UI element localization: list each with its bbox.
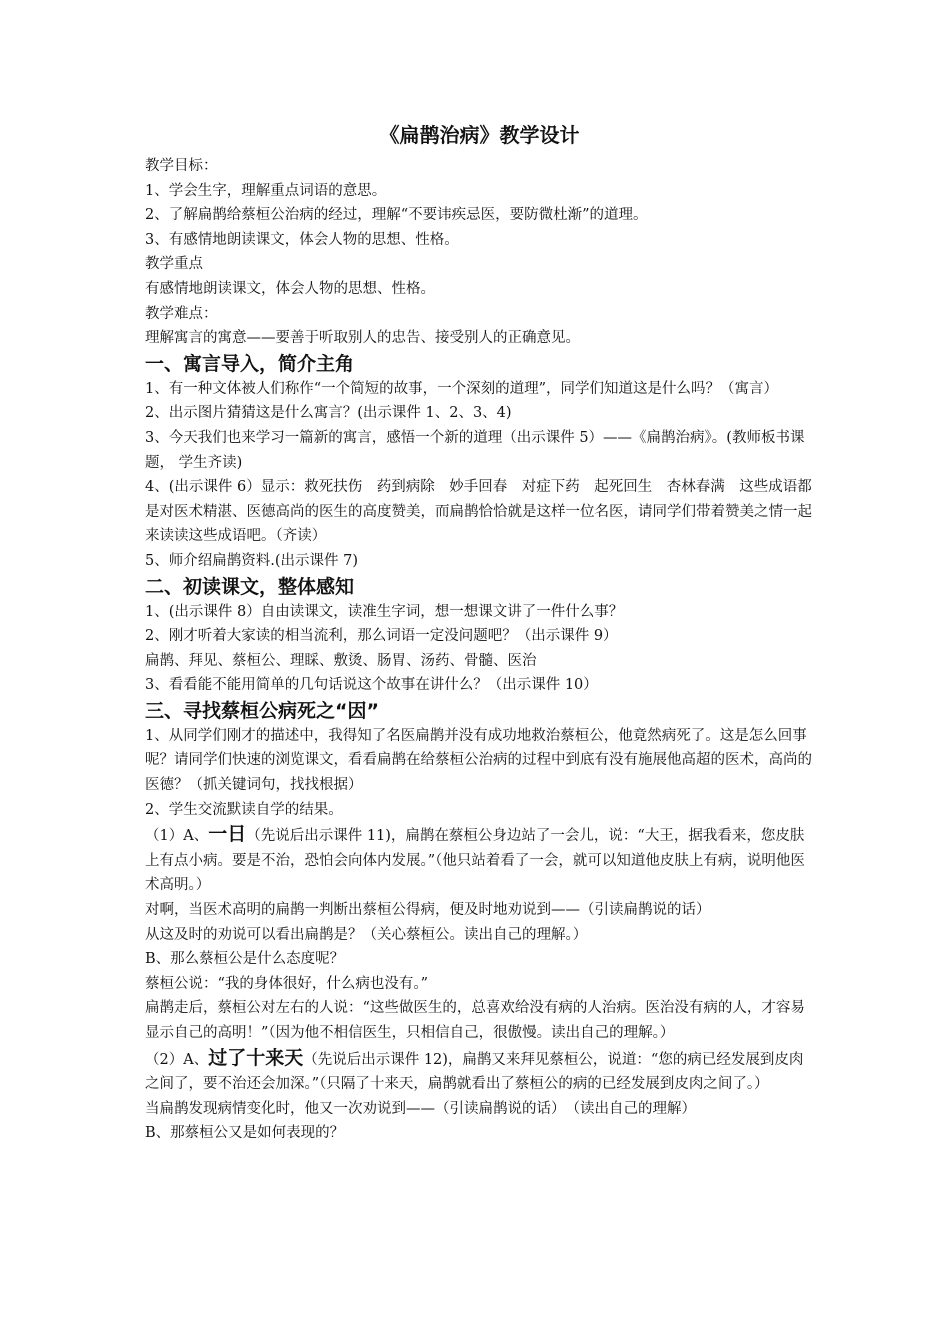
section-heading-1: 一、寓言导入，简介主角 (145, 352, 355, 375)
part1-line: 对啊，当医术高明的扁鹊一判断出蔡桓公得病，便及时地劝说到——（引读扁鹊说的话） (145, 902, 711, 919)
part1-line: 从这及时的劝说可以看出扁鹊是？（关心蔡桓公。读出自己的理解。） (145, 926, 588, 943)
part2-prefix: （2）A、 (145, 1051, 209, 1068)
section1-item: 3、今天我们也来学习一篇新的寓言，感悟一个新的道理（出示课件 5）——《扁鹊治病》。(教师板书课题， 学生齐读) (145, 429, 805, 471)
key-point-heading: 教学重点 (145, 256, 203, 273)
part1-prefix: （1）A、 (145, 828, 209, 845)
key-point-text: 有感情地朗读课文，体会人物的思想、性格。 (145, 280, 435, 297)
objective-item: 1、学会生字，理解重点词语的意思。 (145, 182, 387, 199)
difficulty-text: 理解寓言的寓意——要善于听取别人的忠告、接受别人的正确意见。 (145, 330, 580, 347)
part1-line: B、那么蔡桓公是什么态度呢？ (145, 951, 345, 968)
objectives-heading: 教学目标： (145, 158, 218, 174)
section1-item: 5、师介绍扁鹊资料.(出示课件 7) (145, 552, 358, 569)
section-heading-3: 三、寻找蔡桓公病死之“因” (145, 699, 379, 722)
difficulty-heading: 教学难点： (145, 305, 218, 322)
section1-item: 2、出示图片猜猜这是什么寓言？(出示课件 1、2、3、4) (145, 405, 512, 422)
section2-item: 1、(出示课件 8）自由读课文，读准生字词，想一想课文讲了一件什么事？ (145, 603, 624, 620)
part2-rest: （先说后出示课件 12)，扁鹊又来拜见蔡桓公，说道：“您的病已经发展到皮肉之间了，要不治还会加深。”（只隔了十来天，扁鹊就看出了蔡桓公的病的已经发展到皮肉之间了。） (145, 1051, 804, 1093)
section3-paragraph: 1、从同学们刚才的描述中，我得知了名医扁鹊并没有成功地救治蔡桓公，他竟然病死了。这是怎么回事呢？请同学们快速的浏览课文，看看扁鹊在给蔡桓公治病的过程中到底有没有施展他高超的医术，高尚的医德？（抓关键词句，找找根据） (145, 727, 812, 794)
part1-keyword: 一日 (208, 823, 247, 846)
part2-intro (145, 1046, 814, 1097)
section1-item: 1、有一种文体被人们称作“一个简短的故事，一个深刻的道理”，同学们知道这是什么吗？（寓言） (145, 380, 779, 397)
objective-item: 2、了解扁鹊给蔡桓公治病的经过，理解“不要讳疾忌医，要防微杜渐”的道理。 (145, 207, 648, 224)
part2-line: 当扁鹊发现病情变化时，他又一次劝说到——（引读扁鹊说的话） （读出自己的理解） (145, 1100, 696, 1117)
part1-rest: （先说后出示课件 11)，扁鹊在蔡桓公身边站了一会儿，说：“大王，据我看来，您皮肤上有点小病。要是不治，恐怕会向体内发展。”（他只站着看了一会，就可以知道他皮肤上有病，说明他医术高明。） (145, 828, 805, 894)
part2-keyword: 过了十来天 (208, 1046, 304, 1069)
section2-item: 3、看看能不能用简单的几句话说这个故事在讲什么？（出示课件 10） (145, 677, 598, 694)
document-title: 《扁鹊治病》教学设计 (379, 123, 580, 147)
objective-item: 3、有感情地朗读课文，体会人物的思想、性格。 (145, 231, 459, 248)
vocabulary-list: 扁鹊、拜见、蔡桓公、理睬、敷烫、肠胃、汤药、骨髓、医治 (145, 652, 537, 669)
section3-paragraph: 2、学生交流默读自学的结果。 (145, 801, 343, 818)
section1-item: 4、(出示课件 6）显示：救死扶伤 药到病除 妙手回春 对症下药 起死回生 杏林春满 这些成语都是对医术精湛、医德高尚的医生的高度赞美，而扁鹊恰恰就是这样一位名医，请同学们带着赞美之情一起来读读这些成语吧。（齐读） (145, 479, 812, 545)
part1-line: 扁鹊走后，蔡桓公对左右的人说：“这些做医生的，总喜欢给没有病的人治病。医治没有病的人，才容易显示自己的高明！”（因为他不相信医生，只相信自己，很傲慢。读出自己的理解。） (145, 1000, 805, 1041)
part2-line: B、那蔡桓公又是如何表现的？ (145, 1125, 345, 1142)
part1-intro (145, 822, 814, 898)
section-heading-2: 二、初读课文，整体感知 (145, 575, 355, 598)
part1-line: 蔡桓公说：“我的身体很好，什么病也没有。” (145, 975, 429, 992)
section2-item: 2、刚才听着大家读的相当流利，那么词语一定没问题吧？（出示课件 9） (145, 628, 618, 645)
